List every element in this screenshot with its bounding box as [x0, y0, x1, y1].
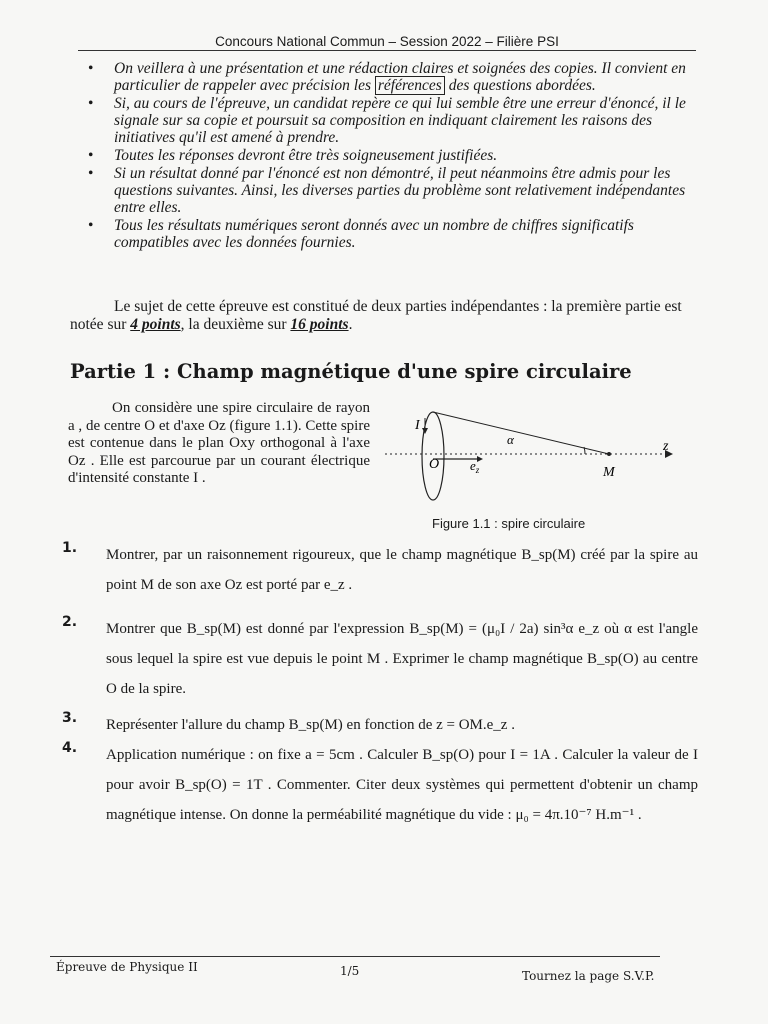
label-ez-letter: e: [470, 458, 476, 473]
label-alpha: α: [507, 432, 514, 447]
question-number: 3.: [62, 710, 78, 726]
label-o: O: [429, 457, 440, 472]
intro-paragraph: [70, 298, 698, 334]
spire-diagram: [385, 404, 685, 504]
intro-text: , la deuxième sur: [180, 316, 291, 333]
intro-text: .: [348, 316, 353, 333]
question-number: 4.: [62, 740, 78, 756]
points-part2: 16 points: [290, 316, 349, 333]
ez-arrowhead: [477, 456, 483, 462]
point-m: [607, 452, 611, 456]
part-text: On considère une spire circulaire de rayon a , de centre O et d'axe Oz (figure 1.1). Cette spire est contenue dans le plan Oxy orthogonal à l'axe Oz . Elle est parcourue par un courant électrique d'intensité constante I .: [68, 400, 370, 486]
page-header: Concours National Commun – Session 2022 – Filière PSI: [215, 34, 559, 49]
question-number: 1.: [62, 540, 78, 556]
instruction-item: • Si un résultat donné par l'énoncé est non démontré, il peut néanmoins être admis pour les questions suivantes. Ainsi, les diverses parties du problème sont relativement indépendantes entre elles.: [88, 165, 700, 216]
boxed-word: références: [375, 76, 445, 95]
label-z: z: [663, 439, 669, 454]
intro-text: Le sujet de cette épreuve est constitué de deux parties indépendantes : la première partie est notée sur: [70, 298, 682, 333]
footer-exam-name: Épreuve de Physique II: [56, 960, 198, 974]
footer-turn-page: Tournez la page S.V.P.: [522, 969, 655, 983]
question-number: 2.: [62, 614, 78, 630]
label-i: I: [415, 418, 420, 433]
current-arrowhead: [422, 428, 428, 434]
part-title: Partie 1 : Champ magnétique d'une spire circulaire: [70, 360, 632, 383]
instruction-item: • Si, au cours de l'épreuve, un candidat repère ce qui lui semble être une erreur d'énoncé, il le signale sur sa copie et poursuit sa composition en indiquant clairement les raisons des initiatives qu'il est amené à prendre.: [88, 95, 700, 146]
instructions-list: [88, 60, 700, 252]
view-line: [433, 412, 609, 454]
instruction-item: • Tous les résultats numériques seront donnés avec un nombre de chiffres significatifs compatibles avec les données fournies.: [88, 217, 700, 251]
question-text: Montrer que B_sp(M) est donné par l'expression B_sp(M) = (μ₀I / 2a) sin³α e_z où α est l'angle sous lequel la spire est vue depuis le point M . Exprimer le champ magnétique B_sp(O) au centre O de la spire.: [106, 621, 698, 697]
label-ez-sub: z: [475, 465, 480, 475]
header-rule: [78, 50, 696, 51]
part-description: [68, 400, 370, 488]
question-text: Montrer, par un raisonnement rigoureux, que le champ magnétique B_sp(M) créé par la spire au point M de son axe Oz est porté par e_z .: [106, 547, 698, 593]
question-text: Représenter l'allure du champ B_sp(M) en fonction de z = OM.e_z .: [106, 717, 515, 733]
points-part1: 4 points: [130, 316, 181, 333]
figure-caption: Figure 1.1 : spire circulaire: [432, 516, 586, 531]
instruction-text: des questions abordées.: [444, 77, 596, 94]
question-text: Application numérique : on fixe a = 5cm . Calculer B_sp(O) pour I = 1A . Calculer la valeur de I pour avoir B_sp(O) = 1T . Commenter. Citer deux systèmes qui permettent d'obtenir un champ magnétique intense. On donne la perméabilité magnétique du vide : μ₀ = 4π.10⁻⁷ H.m⁻¹ .: [106, 747, 698, 823]
footer-page-number: 1/5: [340, 964, 360, 978]
instruction-item: [88, 60, 700, 94]
footer-rule: [50, 956, 660, 957]
label-m: M: [603, 465, 615, 480]
instruction-item: • Toutes les réponses devront être très soigneusement justifiées.: [88, 147, 700, 164]
instruction-text: On veillera à une présentation et une rédaction claires et soignées des copies. Il convient en particulier de rappeler avec précision les: [114, 60, 686, 94]
figure-spire: [385, 404, 685, 504]
